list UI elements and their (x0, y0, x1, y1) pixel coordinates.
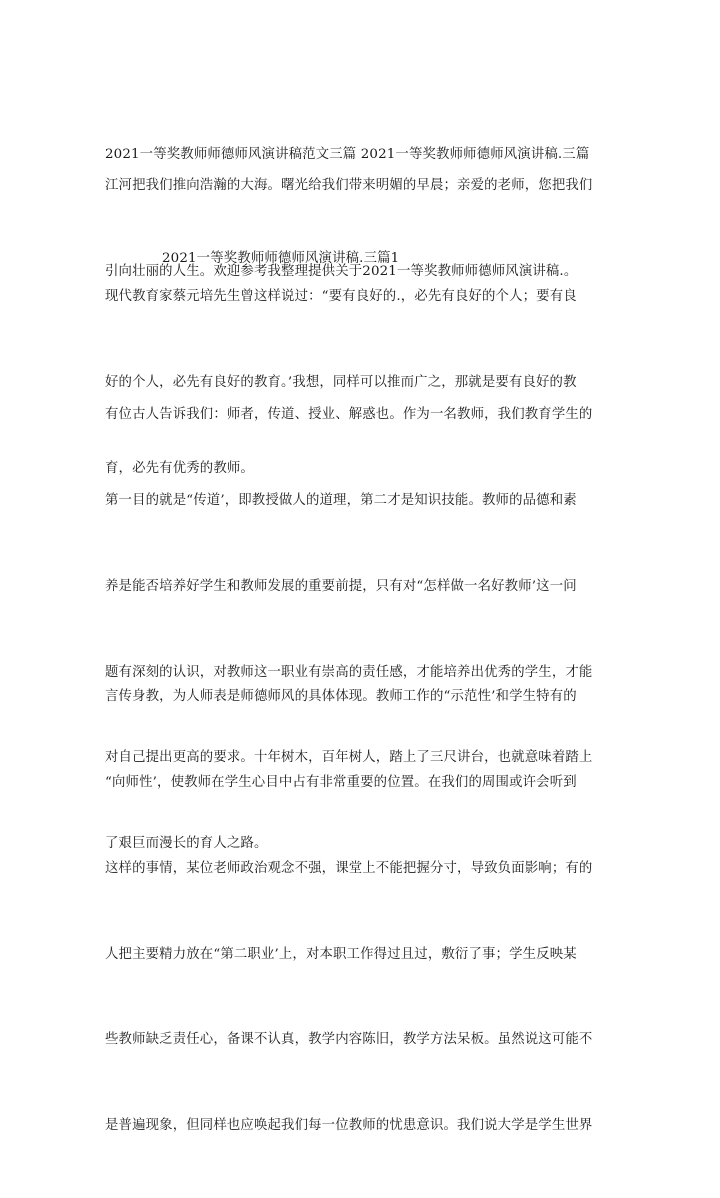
text-line: 言传身教，为人师表是师德师风的具体体现。教师工作的“示范性’和学生特有的 (105, 689, 577, 705)
text-line: 人把主要精力放在“第二职业’上，对本职工作得过且过，敷衍了事；学生反映某 (105, 946, 577, 962)
text-line: 现代教育家蔡元培先生曾这样说过：“要有良好的.，必先有良好的个人；要有良 (105, 289, 577, 305)
text-line: 江河把我们推向浩瀚的大海。曙光给我们带来明媚的早晨；亲爱的老师，您把我们 (105, 178, 593, 194)
text-line: 好的个人，必先有良好的教育。’我想，同样可以推而广之，那就是要有良好的教 (105, 374, 577, 390)
title-line: 2021一等奖教师师德师风演讲稿范文三篇 2021一等奖教师师德师风演讲稿.三篇 (105, 147, 590, 163)
text-line: 第一目的就是“传道’，即教授做人的道理，第二才是知识技能。教师的品德和素 (105, 492, 577, 508)
text-line: 育，必先有优秀的教师。 (105, 460, 254, 476)
text-line: 了艰巨而漫长的育人之路。 (105, 836, 268, 852)
text-line: 些教师缺乏责任心，备课不认真，教学内容陈旧，教学方法呆板。虽然说这可能不 (105, 1032, 593, 1048)
text-line: 这样的事情，某位老师政治观念不强，课堂上不能把握分寸，导致负面影响；有的 (105, 860, 593, 876)
subtitle-line: 2021一等奖教师师德师风演讲稿.三篇1 (162, 251, 400, 267)
text-line: 引向壮丽的人生。欢迎参考我整理提供关于2021一等奖教师师德师风演讲稿.。 (105, 263, 578, 279)
text-line: 题有深刻的认识，对教师这一职业有崇高的责任感，才能培养出优秀的学生，才能 (105, 664, 593, 680)
text-line: 养是能否培养好学生和教师发展的重要前提，只有对“怎样做一名好教师’这一问 (105, 578, 577, 594)
text-line: 是普遍现象，但同样也应唤起我们每一位教师的忧患意识。我们说大学是学生世界 (105, 1118, 593, 1134)
text-line: 有位古人告诉我们：师者，传道、授业、解惑也。作为一名教师，我们教育学生的 (105, 407, 593, 423)
body-paragraph-3 (105, 626, 625, 1198)
text-line: 对自己提出更高的要求。十年树木，百年树人，踏上了三尺讲台，也就意味着踏上 (105, 750, 593, 766)
text-line: “向师性’，使教师在学生心目中占有非常重要的位置。在我们的周围或许会听到 (105, 774, 577, 790)
